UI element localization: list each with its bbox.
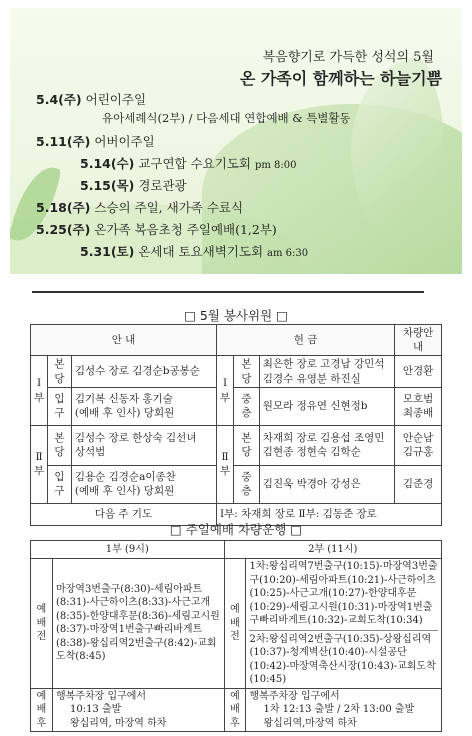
after-label: 예배후 [31, 688, 53, 732]
banner-title: 온 가족이 함께하는 하늘기쁨 [239, 69, 442, 88]
before-label: 예배전 [31, 559, 53, 689]
guide-cell: 김용순 김경순a이종찬 (예배 후 인사) 당회원 [71, 465, 216, 503]
event-item: 5.18(주) 스승의 주일, 새가족 수료식 [36, 200, 244, 215]
offering-cell: 최은한 장로 고경남 강민석 김경수 유영분 하진실 [259, 356, 394, 387]
offering-cell: 원모라 정유연 신현정b [259, 387, 394, 425]
route-2-before: 1차:왕십리역7번출구(10:15)-마장역3번출구(10:20)-세림아파트(10:21)-사근하이츠(10:25)-사근고개(10:27)-한양대후문(10:29)-세림고시원(10:31)-마장역1번출구빠리바게트(10:32)-교회도착(10:34) 2차:왕십리역2번출구(10:35)-상왕십리역(10:37)-청계벽산(10:40)-시설공단(10:42)-마장역축산시장(10:43)-교회도착(10:45) [246, 559, 442, 689]
offering-cell: 차재희 장로 김용섭 조영민 김현종 정현숙 김학순 [259, 425, 394, 465]
volunteers-table [30, 324, 442, 526]
event-item: 5.31(토) 온세대 토요새벽기도회 am 6:30 [80, 244, 309, 259]
after-label: 예배후 [224, 688, 246, 732]
part-2-label: Ⅱ부 [31, 425, 48, 503]
location-label: 입구 [48, 465, 72, 503]
location-label: 중층 [234, 387, 260, 425]
header-vehicle: 차량안내 [395, 325, 442, 356]
event-item: 5.25(주) 온가족 복음초청 주일예배(1,2부) [36, 222, 277, 237]
prayer-text: Ⅰ부: 차재희 장로 Ⅱ부: 김동준 장로 [217, 503, 442, 525]
route-2-after: 행복주차장 입구에서 1차 12:13 출발 / 2차 13:00 출발 왕십리역,마장역 하차 [246, 688, 442, 732]
event-item: 5.11(주) 어버이주일 [36, 134, 155, 149]
part-1-label: Ⅰ부 [217, 356, 234, 425]
location-label: 본당 [234, 356, 260, 387]
driver-cell: 모호범 최종배 [395, 387, 442, 425]
header-offering: 헌 금 [217, 325, 395, 356]
bus-title: □ 주일예배 차량운행 □ [169, 522, 303, 537]
location-label: 본당 [48, 356, 72, 387]
event-item: 5.15(목) 경로관광 [80, 178, 187, 193]
location-label: 입구 [48, 387, 72, 425]
bus-col-2: 2부 (11시) [224, 541, 441, 559]
event-item: 5.14(수) 교구연합 수요기도회 pm 8:00 [80, 156, 297, 171]
volunteers-title: □ 5월 봉사위원 □ [184, 308, 288, 323]
route-1-before: 마장역3번출구(8:30)-세림아파트(8:31)-사근하이츠(8:33)-사근고개(8:35)-한양대후문(8:36)-세림고시원(8:37)-마장역1번출구빠리바게트(8:38)-왕십리역2번출구(8:42)-교회도착(8:45) [52, 559, 224, 689]
event-item: 5.4(주) 어린이주일 [36, 92, 147, 107]
banner [10, 8, 462, 274]
event-item: 유아세례식(2부) / 다음세대 연합예배 & 특별활동 [102, 111, 351, 125]
guide-cell: 김성수 장로 김경순b공봉순 [71, 356, 216, 387]
guide-cell: 김기복 신동자 홍기술 (예배 후 인사) 당회원 [71, 387, 216, 425]
divider [32, 291, 424, 293]
part-2-label: Ⅱ부 [217, 425, 234, 503]
header-guide: 안 내 [31, 325, 217, 356]
location-label: 본당 [234, 425, 260, 465]
location-label: 중층 [234, 465, 260, 503]
prayer-label: 다음 주 기도 [31, 503, 217, 525]
driver-cell: 안순남 김규홍 [395, 425, 442, 465]
location-label: 본당 [48, 425, 72, 465]
driver-cell: 안경환 [395, 356, 442, 387]
bus-col-1: 1부 (9시) [31, 541, 225, 559]
part-1-label: Ⅰ부 [31, 356, 48, 425]
banner-subtitle: 복음향기로 가득한 성석의 5월 [262, 50, 434, 65]
driver-cell: 김준경 [395, 465, 442, 503]
route-1-after: 행복주차장 입구에서 10:13 출발 왕십리역, 마장역 하차 [52, 688, 224, 732]
offering-cell: 김진욱 박경아 강성은 [259, 465, 394, 503]
bus-table [30, 540, 442, 732]
guide-cell: 김성수 장로 한상숙 김선녀 상석범 [71, 425, 216, 465]
before-label: 예배전 [224, 559, 246, 689]
